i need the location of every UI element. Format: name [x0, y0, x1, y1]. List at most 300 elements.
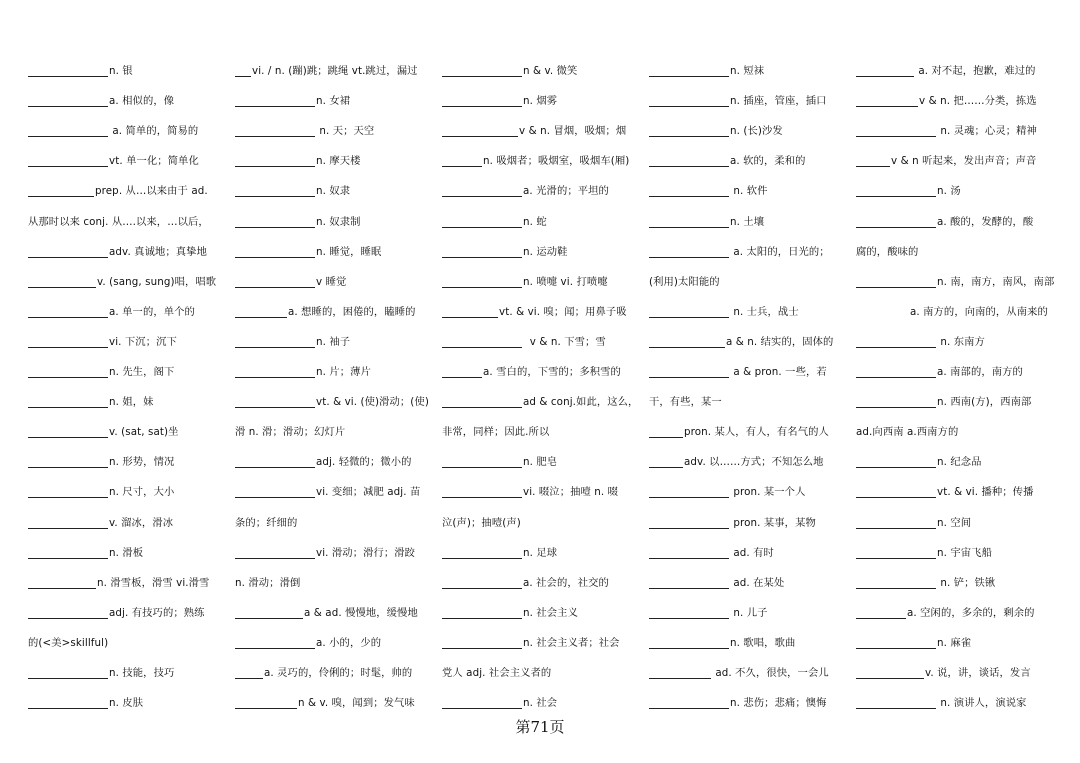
answer-blank — [442, 75, 522, 77]
answer-blank — [442, 105, 522, 107]
vocab-entry — [235, 384, 442, 414]
vocab-definition: 干，有些，某一 — [649, 396, 722, 409]
vocab-definition: n. 汤 — [937, 185, 961, 198]
vocab-entry — [856, 324, 1063, 354]
vocab-entry — [28, 444, 235, 474]
vocab-entry — [649, 354, 856, 384]
answer-blank — [856, 557, 936, 559]
vocab-definition: n. 社会 — [523, 697, 558, 710]
vocab-entry — [649, 625, 856, 655]
vocab-entry — [235, 324, 442, 354]
vocab-definition: (利用)太阳能的 — [649, 275, 720, 288]
vocab-entry — [649, 565, 856, 595]
answer-blank — [649, 135, 729, 137]
vocab-entry — [649, 384, 856, 414]
answer-blank — [442, 346, 522, 348]
vocab-entry — [442, 595, 649, 625]
vocab-entry — [649, 504, 856, 534]
answer-blank — [649, 195, 729, 197]
vocab-definition: vt. & vi. 播种；传播 — [937, 486, 1034, 499]
answer-blank — [235, 557, 315, 559]
vocab-entry — [28, 264, 235, 294]
vocab-entry — [28, 113, 235, 143]
vocab-definition: n. 麻雀 — [937, 636, 972, 649]
answer-blank — [28, 75, 108, 77]
vocab-definition: 条的；纤细的 — [235, 516, 298, 529]
answer-blank — [856, 406, 936, 408]
vocab-definition: adv. 以……方式；不知怎么地 — [684, 456, 824, 469]
vocab-entry — [442, 234, 649, 264]
answer-blank — [442, 466, 522, 468]
answer-blank — [235, 346, 315, 348]
answer-blank — [856, 165, 890, 167]
vocab-entry — [856, 474, 1063, 504]
answer-blank — [649, 466, 683, 468]
answer-blank — [442, 617, 522, 619]
vocab-definition: n. 纪念品 — [937, 456, 982, 469]
vocab-entry — [649, 53, 856, 83]
answer-blank — [856, 617, 906, 619]
vocab-definition: n. 蛇 — [523, 215, 547, 228]
vocab-entry — [649, 203, 856, 233]
vocab-definition: vi. 啜泣；抽噎 n. 啜 — [523, 486, 619, 499]
answer-blank — [28, 346, 108, 348]
vocab-definition: n. 奴隶制 — [316, 215, 361, 228]
vocab-definition: a & ad. 慢慢地，缓慢地 — [304, 606, 418, 619]
vocab-entry — [442, 414, 649, 444]
vocab-entry — [28, 173, 235, 203]
vocab-definition: v. 说，讲，谈话，发言 — [925, 666, 1031, 679]
vocab-entry — [235, 143, 442, 173]
vocab-entry — [235, 504, 442, 534]
vocab-definition: a. 对不起，抱歉，难过的 — [915, 65, 1036, 78]
answer-blank — [649, 75, 729, 77]
vocab-definition: v & n. 下雪；雪 — [523, 335, 606, 348]
vocab-entry — [235, 625, 442, 655]
vocab-definition: a. 小的，少的 — [316, 636, 382, 649]
vocab-entry — [649, 173, 856, 203]
vocab-entry — [28, 324, 235, 354]
answer-blank — [442, 165, 482, 167]
vocab-definition: adv. 真诚地；真挚地 — [109, 245, 207, 258]
vocab-definition: n. 土壤 — [730, 215, 765, 228]
vocab-definition: n. 歌唱，歌曲 — [730, 636, 796, 649]
vocab-definition: n. 滑动；滑倒 — [235, 576, 301, 589]
vocab-definition: v. (sang, sung)唱，唱歌 — [97, 275, 217, 288]
answer-blank — [856, 75, 914, 77]
vocab-entry — [856, 83, 1063, 113]
vocab-entry — [649, 264, 856, 294]
answer-blank — [649, 376, 729, 378]
vocab-definition: n. 士兵，战士 — [730, 305, 799, 318]
vocab-definition: 腐的，酸味的 — [856, 245, 919, 258]
answer-blank — [235, 286, 315, 288]
answer-blank — [649, 677, 711, 679]
answer-blank — [649, 105, 729, 107]
answer-blank — [235, 105, 315, 107]
vocab-definition: n. 足球 — [523, 546, 558, 559]
vocab-entry — [28, 294, 235, 324]
answer-blank — [235, 256, 315, 258]
vocab-entry — [856, 504, 1063, 534]
vocab-definition: vt. 单一化；简单化 — [109, 155, 199, 168]
vocab-definition: n & v. 微笑 — [523, 65, 578, 78]
answer-blank — [235, 376, 315, 378]
vocab-definition: n. 烟雾 — [523, 95, 558, 108]
vocab-definition: adj. 有技巧的；熟练 — [109, 606, 205, 619]
vocab-entry — [28, 655, 235, 685]
vocab-entry — [235, 414, 442, 444]
vocab-entry — [28, 83, 235, 113]
vocab-entry — [28, 535, 235, 565]
vocab-definition: n. 滑板 — [109, 546, 144, 559]
vocab-definition: a. 酸的，发酵的，酸 — [937, 215, 1034, 228]
vocab-entry — [28, 384, 235, 414]
vocab-entry — [442, 324, 649, 354]
vocab-entry — [235, 595, 442, 625]
vocab-definition: a. 空闲的，多余的，剩余的 — [907, 606, 1035, 619]
vocab-entry — [442, 53, 649, 83]
answer-blank — [28, 496, 108, 498]
vocab-entry — [856, 384, 1063, 414]
vocab-entry — [649, 83, 856, 113]
answer-blank — [235, 617, 303, 619]
answer-blank — [28, 557, 108, 559]
answer-blank — [856, 527, 936, 529]
vocab-entry — [442, 625, 649, 655]
vocab-definition: n. 软件 — [730, 185, 768, 198]
vocab-entry — [235, 354, 442, 384]
vocab-entry — [28, 143, 235, 173]
vocab-entry — [235, 53, 442, 83]
answer-blank — [235, 496, 315, 498]
vocab-entry — [649, 143, 856, 173]
vocab-definition: ad. 不久，很快，一会儿 — [712, 666, 829, 679]
answer-blank — [442, 195, 522, 197]
vocab-definition: n. 演讲人，演说家 — [937, 697, 1027, 710]
vocab-entry — [856, 234, 1063, 264]
vocab-entry — [649, 294, 856, 324]
vocab-entry — [856, 143, 1063, 173]
vocab-entry — [235, 203, 442, 233]
vocab-entry — [235, 264, 442, 294]
vocab-definition: v & n. 冒烟，吸烟；烟 — [519, 125, 627, 138]
vocab-entry — [235, 83, 442, 113]
vocab-entry — [28, 625, 235, 655]
answer-blank — [235, 75, 251, 77]
vocab-entry — [235, 113, 442, 143]
answer-blank — [649, 647, 729, 649]
vocab-definition: adj. 轻微的；微小的 — [316, 456, 412, 469]
vocab-definition: n. (长)沙发 — [730, 125, 783, 138]
vocab-entry — [235, 685, 442, 715]
answer-blank — [649, 617, 729, 619]
vocab-entry — [28, 234, 235, 264]
vocab-entry — [649, 595, 856, 625]
vocab-entry — [28, 565, 235, 595]
answer-blank — [442, 256, 522, 258]
vocab-definition: n. 西南(方)，西南部 — [937, 396, 1032, 409]
vocab-definition: vt. & vi. (使)滑动；(使) — [316, 396, 429, 409]
vocab-definition: v & n 听起来，发出声音；声音 — [891, 155, 1037, 168]
answer-blank — [235, 406, 315, 408]
vocab-definition: vt. & vi. 嗅；闻；用鼻子吸 — [499, 305, 627, 318]
vocab-entry — [856, 53, 1063, 83]
vocab-entry — [856, 625, 1063, 655]
vocab-definition: 泣(声)；抽噎(声) — [442, 516, 521, 529]
answer-blank — [235, 316, 287, 318]
vocab-definition: n. 技能，技巧 — [109, 666, 175, 679]
vocab-definition: 党人 adj. 社会主义者的 — [442, 666, 552, 679]
vocab-definition: 滑 n. 滑；滑动；幻灯片 — [235, 426, 346, 439]
vocab-definition: n. 姐，妹 — [109, 396, 154, 409]
vocab-definition: n. 尺寸，大小 — [109, 486, 175, 499]
vocab-entry — [856, 655, 1063, 685]
vocab-definition: 的(<美>skillful) — [28, 636, 109, 649]
answer-blank — [28, 286, 96, 288]
answer-blank — [856, 466, 936, 468]
vocab-definition: a. 南方的，向南的，从南来的 — [856, 305, 1048, 318]
vocab-definition: a. 相似的，像 — [109, 95, 175, 108]
vocab-definition: v. (sat, sat)坐 — [109, 426, 179, 439]
vocab-definition: pron. 某一个人 — [730, 486, 806, 499]
answer-blank — [28, 587, 96, 589]
vocab-definition: pron. 某人，有人，有名气的人 — [684, 426, 829, 439]
answer-blank — [649, 587, 729, 589]
vocab-definition: n. 皮肤 — [109, 697, 144, 710]
vocab-entry — [235, 655, 442, 685]
answer-blank — [856, 286, 936, 288]
vocab-entry — [28, 474, 235, 504]
answer-blank — [649, 316, 729, 318]
vocab-entry — [235, 173, 442, 203]
vocab-entry — [856, 595, 1063, 625]
vocab-entry — [442, 264, 649, 294]
answer-blank — [28, 677, 108, 679]
answer-blank — [856, 105, 918, 107]
vocab-definition: v. 溜冰，滑冰 — [109, 516, 174, 529]
answer-blank — [28, 466, 108, 468]
vocab-entry — [442, 294, 649, 324]
vocab-definition: n. 袖子 — [316, 335, 351, 348]
vocab-definition: a. 雪白的，下雪的；多积雪的 — [483, 366, 621, 379]
vocab-entry — [28, 504, 235, 534]
vocab-definition: a. 想睡的，困倦的，瞌睡的 — [288, 305, 416, 318]
answer-blank — [442, 286, 522, 288]
answer-blank — [442, 376, 482, 378]
answer-blank — [442, 316, 498, 318]
vocab-entry — [235, 535, 442, 565]
answer-blank — [856, 647, 936, 649]
vocab-entry — [235, 474, 442, 504]
answer-blank — [28, 256, 108, 258]
vocab-definition: n. 儿子 — [730, 606, 768, 619]
vocab-entry — [442, 384, 649, 414]
answer-blank — [28, 195, 94, 197]
vocab-definition: n. 吸烟者；吸烟室，吸烟车(厢) — [483, 155, 630, 168]
vocab-entry — [442, 173, 649, 203]
vocab-definition: n. 社会主义 — [523, 606, 578, 619]
vocab-definition: n. 形势，情况 — [109, 456, 175, 469]
answer-blank — [649, 707, 729, 709]
vocab-definition: a. 软的，柔和的 — [730, 155, 806, 168]
vocab-definition: n. 滑雪板，滑雪 vi.滑雪 — [97, 576, 210, 589]
vocab-definition: n. 银 — [109, 65, 133, 78]
vocab-definition: 从那时以来 conj. 从….以来，…以后， — [28, 215, 209, 228]
answer-blank — [28, 527, 108, 529]
vocab-definition: n & v. 嗅，闻到；发气味 — [298, 697, 415, 710]
vocab-definition: vi. / n. (蹦)跳；跳绳 vt.跳过，漏过 — [252, 65, 418, 78]
vocab-definition: n. 奴隶 — [316, 185, 351, 198]
vocab-definition: v 睡觉 — [316, 275, 347, 288]
vocab-definition: ad & conj.如此，这么， — [523, 396, 639, 409]
answer-blank — [856, 346, 936, 348]
vocab-entry — [235, 565, 442, 595]
vocab-entry — [442, 354, 649, 384]
answer-blank — [649, 557, 729, 559]
answer-blank — [235, 466, 315, 468]
vocab-entry — [856, 203, 1063, 233]
page-number: 第71页 — [515, 718, 565, 736]
vocab-entry — [856, 565, 1063, 595]
answer-blank — [235, 226, 315, 228]
answer-blank — [856, 707, 936, 709]
vocab-definition: a. 太阳的，日光的； — [730, 245, 830, 258]
vocab-definition: n. 灵魂；心灵；精神 — [937, 125, 1037, 138]
vocab-definition: n. 天；天空 — [316, 125, 375, 138]
vocab-definition: n. 摩天楼 — [316, 155, 361, 168]
vocab-entry — [235, 294, 442, 324]
answer-blank — [856, 496, 936, 498]
answer-blank — [649, 256, 729, 258]
vocab-definition: ad.向西南 a.西南方的 — [856, 426, 959, 439]
answer-blank — [28, 436, 108, 438]
answer-blank — [442, 496, 522, 498]
answer-blank — [28, 376, 108, 378]
vocab-entry — [28, 203, 235, 233]
vocab-entry — [856, 173, 1063, 203]
vocab-definition: n. 悲伤；悲痛；懊悔 — [730, 697, 827, 710]
vocab-definition: n. 女裙 — [316, 95, 351, 108]
answer-blank — [235, 677, 263, 679]
vocab-definition: prep. 从…以来由于 ad. — [95, 185, 208, 198]
answer-blank — [442, 135, 518, 137]
vocab-entry — [856, 535, 1063, 565]
vocabulary-grid — [28, 53, 1063, 715]
vocab-entry — [442, 565, 649, 595]
vocab-entry — [649, 324, 856, 354]
answer-blank — [649, 226, 729, 228]
vocab-definition: n. 运动鞋 — [523, 245, 568, 258]
answer-blank — [649, 496, 729, 498]
vocab-entry — [649, 685, 856, 715]
vocab-definition: a. 光滑的；平坦的 — [523, 185, 609, 198]
vocab-entry — [442, 444, 649, 474]
vocab-definition: a. 社会的，社交的 — [523, 576, 609, 589]
vocab-entry — [649, 655, 856, 685]
answer-blank — [856, 226, 936, 228]
vocab-definition: n. 先生，阁下 — [109, 366, 175, 379]
vocab-definition: a. 单一的，单个的 — [109, 305, 195, 318]
vocab-entry — [649, 535, 856, 565]
answer-blank — [649, 527, 729, 529]
vocab-entry — [649, 444, 856, 474]
vocab-entry — [442, 203, 649, 233]
answer-blank — [442, 707, 522, 709]
vocab-definition: n. 铲；铁锹 — [937, 576, 996, 589]
answer-blank — [442, 557, 522, 559]
vocab-definition: n. 南，南方，南风，南部 — [937, 275, 1055, 288]
vocab-definition: ad. 在某处 — [730, 576, 785, 589]
answer-blank — [856, 677, 924, 679]
vocab-entry — [28, 414, 235, 444]
answer-blank — [856, 376, 936, 378]
answer-blank — [235, 707, 297, 709]
answer-blank — [442, 587, 522, 589]
vocab-entry — [856, 294, 1063, 324]
answer-blank — [649, 165, 729, 167]
vocab-definition: n. 插座，管座，插口 — [730, 95, 827, 108]
vocab-entry — [442, 143, 649, 173]
answer-blank — [649, 346, 725, 348]
vocab-definition: n. 空间 — [937, 516, 972, 529]
vocab-definition: vi. 变细；减肥 adj. 苗 — [316, 486, 421, 499]
answer-blank — [28, 707, 108, 709]
answer-blank — [28, 316, 108, 318]
vocab-definition: vi. 滑动；滑行；滑跤 — [316, 546, 416, 559]
vocab-entry — [235, 444, 442, 474]
vocab-entry — [28, 354, 235, 384]
vocab-entry — [442, 655, 649, 685]
vocab-entry — [442, 83, 649, 113]
vocab-entry — [649, 414, 856, 444]
vocab-entry — [28, 685, 235, 715]
answer-blank — [28, 406, 108, 408]
vocab-entry — [856, 685, 1063, 715]
answer-blank — [235, 647, 315, 649]
vocab-definition: n. 片；薄片 — [316, 366, 371, 379]
vocab-definition: n. 肥皂 — [523, 456, 558, 469]
answer-blank — [235, 165, 315, 167]
vocab-entry — [28, 595, 235, 625]
answer-blank — [442, 226, 522, 228]
answer-blank — [442, 647, 522, 649]
vocab-entry — [235, 234, 442, 264]
vocab-definition: 非常，同样；因此.所以 — [442, 426, 550, 439]
vocab-definition: ad. 有时 — [730, 546, 774, 559]
vocab-entry — [649, 474, 856, 504]
vocab-entry — [649, 113, 856, 143]
vocab-entry — [856, 264, 1063, 294]
answer-blank — [28, 135, 108, 137]
answer-blank — [28, 165, 108, 167]
vocab-entry — [442, 113, 649, 143]
vocab-entry — [856, 414, 1063, 444]
vocab-definition: a. 灵巧的，伶俐的；时髦，帅的 — [264, 666, 413, 679]
answer-blank — [442, 406, 522, 408]
vocab-definition: n. 短袜 — [730, 65, 765, 78]
answer-blank — [235, 195, 315, 197]
vocab-entry — [856, 113, 1063, 143]
vocab-definition: a & pron. 一些，若 — [730, 366, 827, 379]
vocab-entry — [442, 535, 649, 565]
vocab-definition: n. 社会主义者；社会 — [523, 636, 620, 649]
answer-blank — [28, 105, 108, 107]
vocab-entry — [856, 444, 1063, 474]
vocab-definition: v & n. 把……分类，拣选 — [919, 95, 1037, 108]
vocab-definition: a & n. 结实的，固体的 — [726, 335, 834, 348]
vocab-definition: n. 喷嚏 vi. 打喷嚏 — [523, 275, 608, 288]
